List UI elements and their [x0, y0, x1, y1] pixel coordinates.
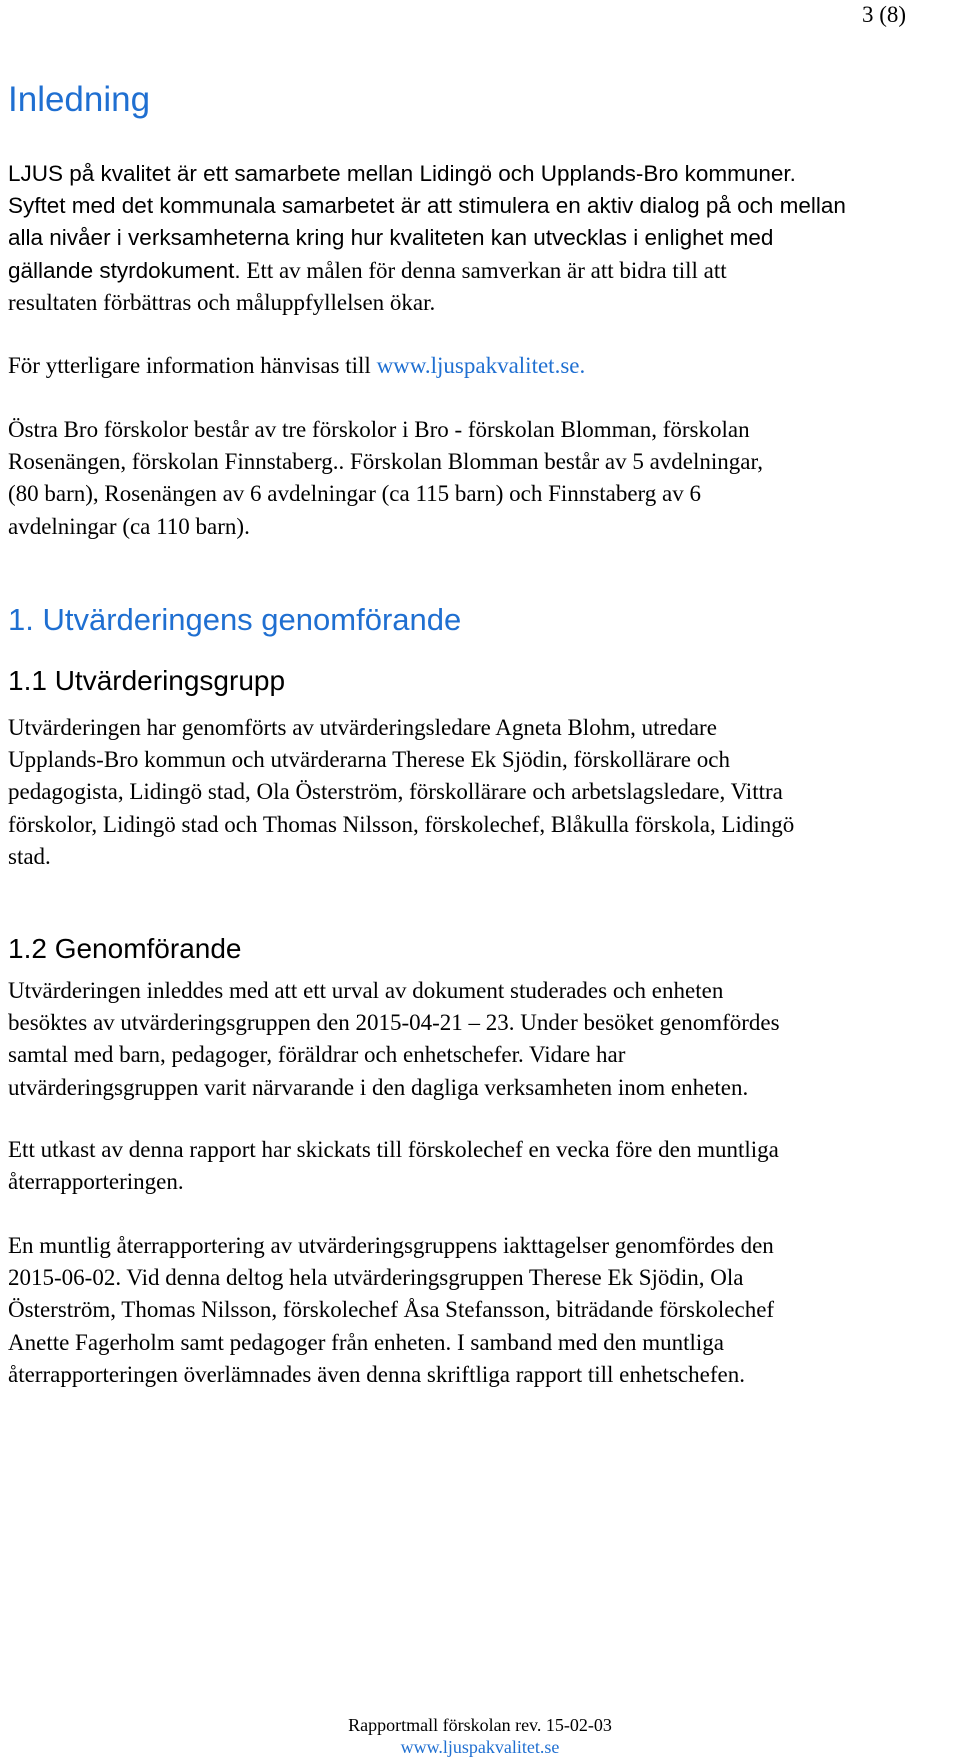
text-line: Utvärderingen inleddes med att ett urval av dokument studerades och enheten	[8, 978, 724, 1003]
text-line: samtal med barn, pedagoger, föräldrar och enhetschefer. Vidare har	[8, 1042, 626, 1068]
text-line: återrapporteringen.	[8, 1169, 184, 1195]
text-line: Anette Fagerholm samt pedagoger från enheten. I samband med den muntliga	[8, 1329, 724, 1355]
text-line: stad.	[8, 843, 51, 869]
text-line: Östra Bro förskolor består av tre förskolor i Bro - förskolan Blomman, förskolan	[8, 417, 750, 442]
text-line: Ett utkast av denna rapport har skickats till förskolechef en vecka före den muntliga	[8, 1137, 779, 1162]
footer-website-link[interactable]: www.ljuspakvalitet.se	[400, 1737, 560, 1757]
text-line: förskolor, Lidingö stad och Thomas Nilsson, förskolechef, Blåkulla förskola, Lidingö	[8, 811, 795, 837]
text-line: resultaten förbättras och måluppfyllelsen ökar.	[8, 289, 436, 315]
group-paragraph	[8, 712, 958, 873]
page-number: 3 (8)	[862, 2, 907, 27]
text-line: avdelningar (ca 110 barn).	[8, 513, 250, 539]
execution-paragraph-2	[8, 1134, 958, 1198]
text-line: Rosenängen, förskolan Finnstaberg.. Förskolan Blomman består av 5 avdelningar,	[8, 449, 763, 475]
text-line-mixed	[8, 255, 958, 287]
heading-subsection-1-1: 1.1 Utvärderingsgrupp	[8, 665, 286, 696]
text-line: besöktes av utvärderingsgruppen den 2015-04-21 – 23. Under besöket genomfördes	[8, 1010, 780, 1036]
text-line: återrapporteringen överlämnades även denna skriftliga rapport till enhetschefen.	[8, 1361, 745, 1387]
heading-inledning: Inledning	[8, 80, 151, 119]
text-line: alla nivåer i verksamheterna kring hur kvaliteten kan utvecklas i enlighet med	[8, 225, 774, 251]
info-paragraph	[8, 350, 958, 382]
text-line: LJUS på kvalitet är ett samarbete mellan Lidingö och Upplands-Bro kommuner.	[8, 161, 796, 186]
text-line: pedagogista, Lidingö stad, Ola Österström, förskollärare och arbetslagsledare, Vittra	[8, 779, 783, 805]
text-line: Österström, Thomas Nilsson, förskolechef Åsa Stefansson, biträdande förskolechef	[8, 1297, 775, 1323]
heading-section-1: 1. Utvärderingens genomförande	[8, 602, 462, 637]
text-line	[8, 350, 958, 382]
page-footer	[0, 1714, 960, 1758]
heading-subsection-1-2: 1.2 Genomförande	[8, 933, 242, 964]
text-line: (80 barn), Rosenängen av 6 avdelningar (ca 115 barn) och Finnstaberg av 6	[8, 481, 701, 507]
text-segment: För ytterligare information hänvisas till	[8, 353, 377, 378]
footer-template-revision: Rapportmall förskolan rev. 15-02-03	[348, 1715, 612, 1735]
text-line: Syftet med det kommunala samarbetet är att stimulera en aktiv dialog på och mellan	[8, 193, 846, 219]
execution-paragraph-3	[8, 1230, 958, 1391]
text-line: Utvärderingen har genomförts av utvärderingsledare Agneta Blohm, utredare	[8, 715, 717, 740]
text-segment: gällande styrdokument.	[8, 257, 241, 283]
intro-paragraph	[8, 158, 958, 319]
text-line: En muntlig återrapportering av utvärderingsgruppens iakttagelser genomfördes den	[8, 1233, 774, 1258]
text-line: 2015-06-02. Vid denna deltog hela utvärderingsgruppen Therese Ek Sjödin, Ola	[8, 1265, 744, 1291]
execution-paragraph-1	[8, 975, 958, 1104]
text-segment: Ett av målen för denna samverkan är att bidra till att	[240, 257, 727, 283]
preschools-paragraph	[8, 414, 958, 543]
text-line: Upplands-Bro kommun och utvärderarna Therese Ek Sjödin, förskollärare och	[8, 747, 730, 773]
website-link[interactable]: www.ljuspakvalitet.se.	[376, 353, 586, 378]
text-line: utvärderingsgruppen varit närvarande i den dagliga verksamheten inom enheten.	[8, 1074, 749, 1100]
